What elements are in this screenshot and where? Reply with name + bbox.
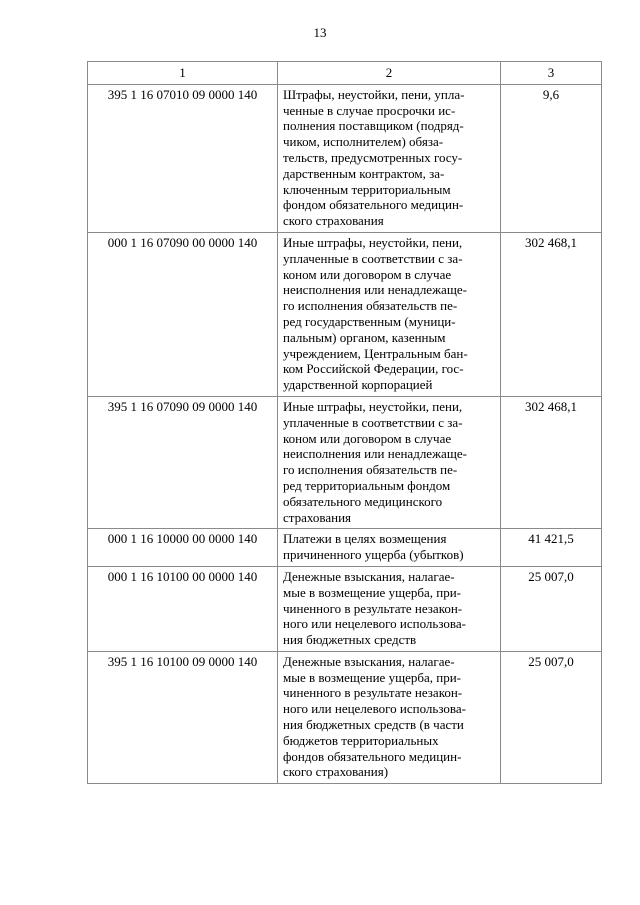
- budget-code: 395 1 16 10100 09 0000 140: [88, 651, 278, 783]
- amount: 25 007,0: [501, 651, 602, 783]
- page-number: 13: [313, 25, 327, 40]
- amount: 41 421,5: [501, 529, 602, 567]
- column-header: 3: [501, 62, 602, 85]
- column-header: 2: [278, 62, 501, 85]
- table-row: [88, 651, 602, 783]
- budget-code: 000 1 16 07090 00 0000 140: [88, 232, 278, 396]
- budget-code: 395 1 16 07090 09 0000 140: [88, 396, 278, 528]
- income-name: [278, 232, 501, 396]
- table-row: [88, 529, 602, 567]
- table-row: [88, 566, 602, 651]
- budget-code: 000 1 16 10100 00 0000 140: [88, 566, 278, 651]
- budget-code: 000 1 16 10000 00 0000 140: [88, 529, 278, 567]
- amount: 9,6: [501, 84, 602, 232]
- income-name-text: Иные штрафы, неустойки, пени, уплаченные в соответствии с за- коном или договором в случае неисполнения или ненадлежаще- го исполнения обязательств пе- ред территориальным фондом обязательного медицинского страхования: [283, 398, 467, 525]
- income-name-text: Штрафы, неустойки, пени, упла- ченные в случае просрочки ис- полнения поставщиком (подряд- чиком, исполнителем) обяза- тельств, предусмотренных госу- дарственным контрактом, за- ключенным территориальным фондом обязательного медицин- ского страхования: [283, 86, 465, 229]
- budget-table: [87, 61, 602, 784]
- income-name: [278, 566, 501, 651]
- budget-code: 395 1 16 07010 09 0000 140: [88, 84, 278, 232]
- income-name-text: Иные штрафы, неустойки, пени, уплаченные в соответствии с за- коном или договором в случае неисполнения или ненадлежаще- го исполнения обязательств пе- ред государственным (муници- пальным) органом, казенным учреждением, Центральным бан- ком Российской Федерации, гос- ударственной корпорацией: [283, 234, 468, 393]
- amount: 25 007,0: [501, 566, 602, 651]
- income-name-text: Платежи в целях возмещения причиненного ущерба (убытков): [283, 531, 464, 563]
- income-name: [278, 651, 501, 783]
- income-name-text: Денежные взыскания, налагае- мые в возмещение ущерба, при- чиненного в результате незакон- ного или нецелевого использова- ния бюджетных средств (в части бюджетов территориальных фондов обязательного медицин- ского страхования): [283, 653, 466, 780]
- table-header-row: [88, 62, 602, 85]
- table-row: [88, 232, 602, 396]
- column-header: 1: [88, 62, 278, 85]
- income-name: [278, 529, 501, 567]
- income-name-text: Денежные взыскания, налагае- мые в возмещение ущерба, при- чиненного в результате незакон- ного или нецелевого использова- ния бюджетных средств: [283, 568, 466, 648]
- table-row: [88, 396, 602, 528]
- amount: 302 468,1: [501, 396, 602, 528]
- income-name: [278, 396, 501, 528]
- table-row: [88, 84, 602, 232]
- amount: 302 468,1: [501, 232, 602, 396]
- income-name: [278, 84, 501, 232]
